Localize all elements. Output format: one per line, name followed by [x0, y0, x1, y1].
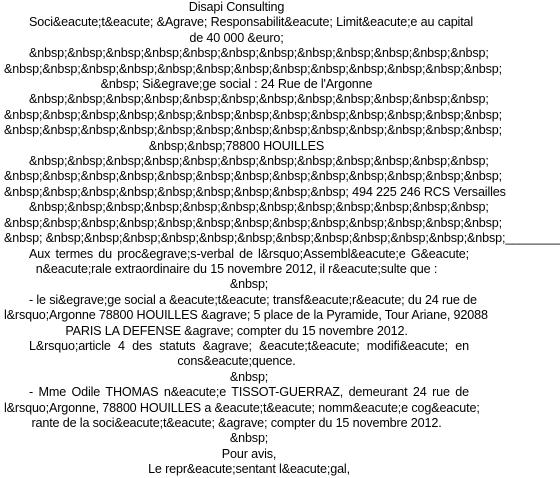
- document-line: &nbsp;&nbsp;&nbsp;&nbsp;&nbsp;&nbsp;&nbsp;&nbsp;&nbsp;&nbsp;&nbsp;&nbsp;&nbsp;: [4, 123, 503, 138]
- document-line: - le si&egrave;ge social a &eacute;t&eacute; transf&eacute;r&eacute; du 24 rue de: [29, 292, 477, 307]
- document-line: rante de la soci&eacute;t&eacute; &agrave; compter du 15 novembre 2012.: [31, 415, 442, 430]
- document-line: &nbsp; Si&egrave;ge social : 24 Rue de l'Argonne: [100, 77, 373, 92]
- document-line: Pour avis,: [221, 446, 277, 461]
- document-line: &nbsp;&nbsp;&nbsp;&nbsp;&nbsp;&nbsp;&nbsp;&nbsp;&nbsp;&nbsp;&nbsp;&nbsp;: [29, 154, 489, 169]
- document-line: l&rsquo;Argonne 78800 HOUILLES &agrave; 5 place de la Pyramide, Tour Ariane, 92088: [4, 308, 488, 323]
- document-line: - Mme Odile THOMAS n&eacute;e TISSOT-GUERRAZ, demeurant 24 rue de: [29, 385, 469, 400]
- document-line: Soci&eacute;t&eacute; &Agrave; Responsabilit&eacute; Limit&eacute;e au capital: [29, 15, 474, 30]
- document-line: n&eacute;rale extraordinaire du 15 novembre 2012, il r&eacute;sulte que :: [35, 261, 438, 276]
- document-line: &nbsp;&nbsp;&nbsp;&nbsp;&nbsp;&nbsp;&nbsp;&nbsp;&nbsp;&nbsp;&nbsp;&nbsp;&nbsp;: [4, 61, 503, 76]
- document-line: &nbsp;&nbsp;&nbsp;&nbsp;&nbsp;&nbsp;&nbsp;&nbsp;&nbsp;&nbsp;&nbsp;&nbsp;: [29, 200, 489, 215]
- document-line: l&rsquo;Argonne, 78800 HOUILLES a &eacute;t&eacute; nomm&eacute;e cog&eacute;: [4, 400, 480, 415]
- document-line: &nbsp;&nbsp;78800 HOUILLES: [148, 138, 325, 153]
- document-line: &nbsp;: [229, 277, 269, 292]
- document-body: [4, 0, 560, 478]
- document-line: &nbsp;&nbsp;&nbsp;&nbsp;&nbsp;&nbsp;&nbsp;&nbsp;&nbsp;&nbsp;&nbsp;&nbsp;: [29, 46, 489, 61]
- document-line: &nbsp;&nbsp;&nbsp;&nbsp;&nbsp;&nbsp;&nbsp;&nbsp;&nbsp;&nbsp;&nbsp;&nbsp;&nbsp;: [4, 107, 503, 122]
- document-line: &nbsp;&nbsp;&nbsp;&nbsp;&nbsp;&nbsp;&nbsp;&nbsp;&nbsp;&nbsp;&nbsp;&nbsp;&nbsp;: [4, 169, 503, 184]
- document-line: &nbsp;&nbsp;&nbsp;&nbsp;&nbsp;&nbsp;&nbsp;&nbsp;&nbsp;&nbsp;&nbsp;&nbsp;&nbsp;: [4, 215, 503, 230]
- document-line: &nbsp;&nbsp;&nbsp;&nbsp;&nbsp;&nbsp;&nbsp;&nbsp;&nbsp;&nbsp;&nbsp;&nbsp;: [29, 92, 489, 107]
- document-line: &nbsp;: [229, 431, 269, 446]
- document-line: &nbsp;: [229, 369, 269, 384]
- document-line: &nbsp;&nbsp;&nbsp;&nbsp;&nbsp;&nbsp;&nbsp;&nbsp;&nbsp; 494 225 246 RCS Versailles: [4, 184, 506, 199]
- document-line: Le repr&eacute;sentant l&eacute;gal,: [148, 462, 350, 477]
- document-line: &nbsp; &nbsp;&nbsp;&nbsp;&nbsp;&nbsp;&nbsp;&nbsp;&nbsp;&nbsp;&nbsp;&nbsp;&nbsp;________: [4, 231, 560, 246]
- document-line: L&rsquo;article 4 des statuts &agrave; &eacute;t&eacute; modifi&eacute; en: [29, 338, 469, 353]
- document-line: PARIS LA DEFENSE &agrave; compter du 15 novembre 2012.: [65, 323, 408, 338]
- document-line: de 40 000 &euro;: [189, 30, 284, 45]
- document-line: Aux termes du proc&egrave;s-verbal de l&rsquo;Assembl&eacute;e G&eacute;: [29, 246, 469, 261]
- document-line: Disapi Consulting: [188, 0, 285, 14]
- document-line: cons&eacute;quence.: [177, 354, 296, 369]
